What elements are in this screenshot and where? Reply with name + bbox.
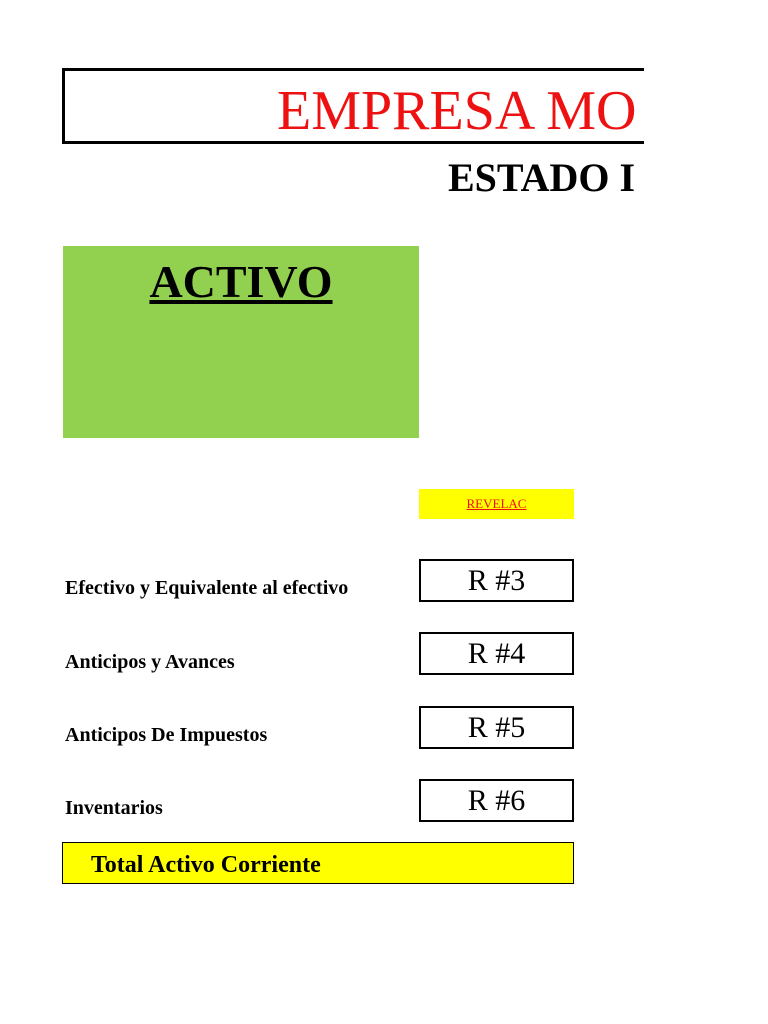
total-activo-corriente-label: Total Activo Corriente <box>91 852 321 878</box>
activo-section-header <box>63 246 419 438</box>
ref-link-r5[interactable]: R #5 <box>419 706 574 749</box>
ref-link-r3[interactable]: R #3 <box>419 559 574 602</box>
row-label-anticipos-impuestos: Anticipos De Impuestos <box>65 724 268 746</box>
ref-link-r4[interactable]: R #4 <box>419 632 574 675</box>
row-label-efectivo: Efectivo y Equivalente al efectivo <box>65 577 349 599</box>
revelaciones-link[interactable]: REVELAC <box>419 489 574 519</box>
row-label-anticipos-avances: Anticipos y Avances <box>65 651 235 673</box>
row-label-inventarios: Inventarios <box>65 797 163 819</box>
activo-title: ACTIVO <box>149 256 333 307</box>
statement-title: ESTADO I <box>448 155 636 200</box>
company-title: EMPRESA MO <box>277 80 637 142</box>
total-activo-corriente-row <box>62 842 574 884</box>
ref-link-r6[interactable]: R #6 <box>419 779 574 822</box>
page-clip <box>644 0 768 1024</box>
